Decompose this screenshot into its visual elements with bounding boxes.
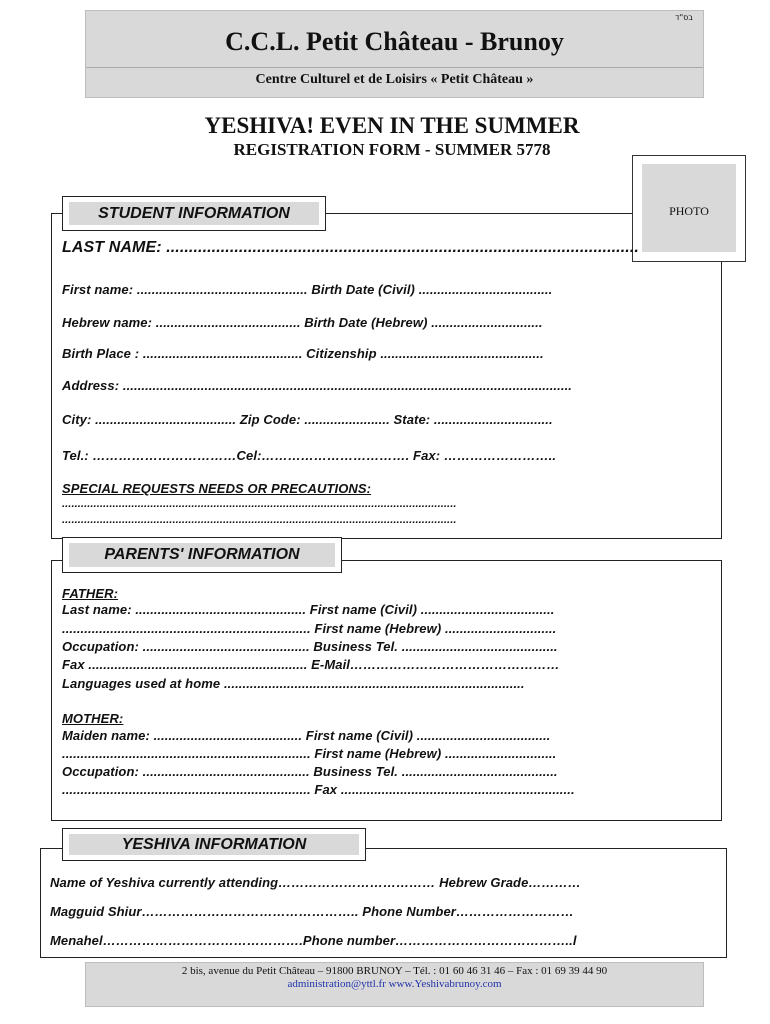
mother-label: MOTHER: <box>62 711 124 726</box>
city-field[interactable]: City: ...................................... Zip Code: ....................... State: ................................ <box>62 412 553 427</box>
birth-place-field[interactable]: Birth Place : ........................................... Citizenship ............................................ <box>62 346 544 361</box>
footer-banner <box>85 962 704 1007</box>
last-name-field[interactable]: LAST NAME: ........................................................................................................ <box>62 239 639 256</box>
yeshiva-name-field[interactable]: Name of Yeshiva currently attending……………………………… Hebrew Grade………… <box>50 875 581 890</box>
header-banner <box>85 10 704 98</box>
mother-hebrew-name-field[interactable]: ................................................................... First name (Hebrew) .............................. <box>62 746 557 761</box>
student-section-heading: STUDENT INFORMATION <box>69 202 319 225</box>
special-requests-line-1[interactable]: ............................................................................................................................. <box>62 498 457 510</box>
first-name-field[interactable]: First name: .............................................. Birth Date (Civil) .................................... <box>62 282 553 297</box>
photo-placeholder <box>642 164 736 252</box>
header-divider <box>86 67 703 68</box>
address-field[interactable]: Address: ......................................................................................................................... <box>62 378 572 393</box>
father-name-field[interactable]: Last name: .............................................. First name (Civil) .................................... <box>62 602 555 617</box>
tel-field[interactable]: Tel.: ……………………………Cel:……………………………. Fax: …………………….. <box>62 448 557 463</box>
languages-field[interactable]: Languages used at home ................................................................................. <box>62 676 525 691</box>
father-hebrew-name-field[interactable]: ................................................................... First name (Hebrew) .............................. <box>62 621 557 636</box>
org-title: C.C.L. Petit Château - Brunoy <box>225 27 564 56</box>
magguid-shiur-field[interactable]: Magguid Shiur………………………………………….. Phone Number……………………… <box>50 904 574 919</box>
hebrew-mark: בס"ד <box>675 13 693 22</box>
hebrew-name-field[interactable]: Hebrew name: ....................................... Birth Date (Hebrew) .............................. <box>62 315 543 330</box>
parents-section-tab <box>62 537 342 573</box>
father-fax-field[interactable]: Fax ........................................................... E-Mail………………………………………… <box>62 657 560 672</box>
photo-label: PHOTO <box>669 204 709 218</box>
parents-section-heading: PARENTS' INFORMATION <box>69 543 335 567</box>
form-subtitle: REGISTRATION FORM - SUMMER 5778 <box>233 140 551 159</box>
mother-name-field[interactable]: Maiden name: ........................................ First name (Civil) .................................... <box>62 728 551 743</box>
yeshiva-section-heading: YESHIVA INFORMATION <box>69 834 359 855</box>
menahel-field[interactable]: Menahel……………………………………….Phone number…………………………………..l <box>50 933 577 948</box>
father-label: FATHER: <box>62 586 119 601</box>
student-section-tab <box>62 196 326 231</box>
yeshiva-section-tab <box>62 828 366 861</box>
footer-contact[interactable]: administration@yttl.fr www.Yeshivabrunoy.com <box>287 978 502 990</box>
org-subtitle: Centre Culturel et de Loisirs « Petit Château » <box>255 72 534 87</box>
mother-fax-field[interactable]: ................................................................... Fax ............................................................... <box>62 782 575 797</box>
footer-address: 2 bis, avenue du Petit Château – 91800 BRUNOY – Tél. : 01 60 46 31 46 – Fax : 01 69 39 44 90 <box>181 965 608 977</box>
father-occupation-field[interactable]: Occupation: ............................................. Business Tel. .......................................... <box>62 639 558 654</box>
photo-box[interactable] <box>632 155 746 262</box>
mother-occupation-field[interactable]: Occupation: ............................................. Business Tel. .......................................... <box>62 764 558 779</box>
special-requests-line-2[interactable]: ............................................................................................................................. <box>62 514 457 526</box>
special-requests-label: SPECIAL REQUESTS NEEDS OR PRECAUTIONS: <box>62 481 372 496</box>
form-title: YESHIVA! EVEN IN THE SUMMER <box>204 113 580 138</box>
